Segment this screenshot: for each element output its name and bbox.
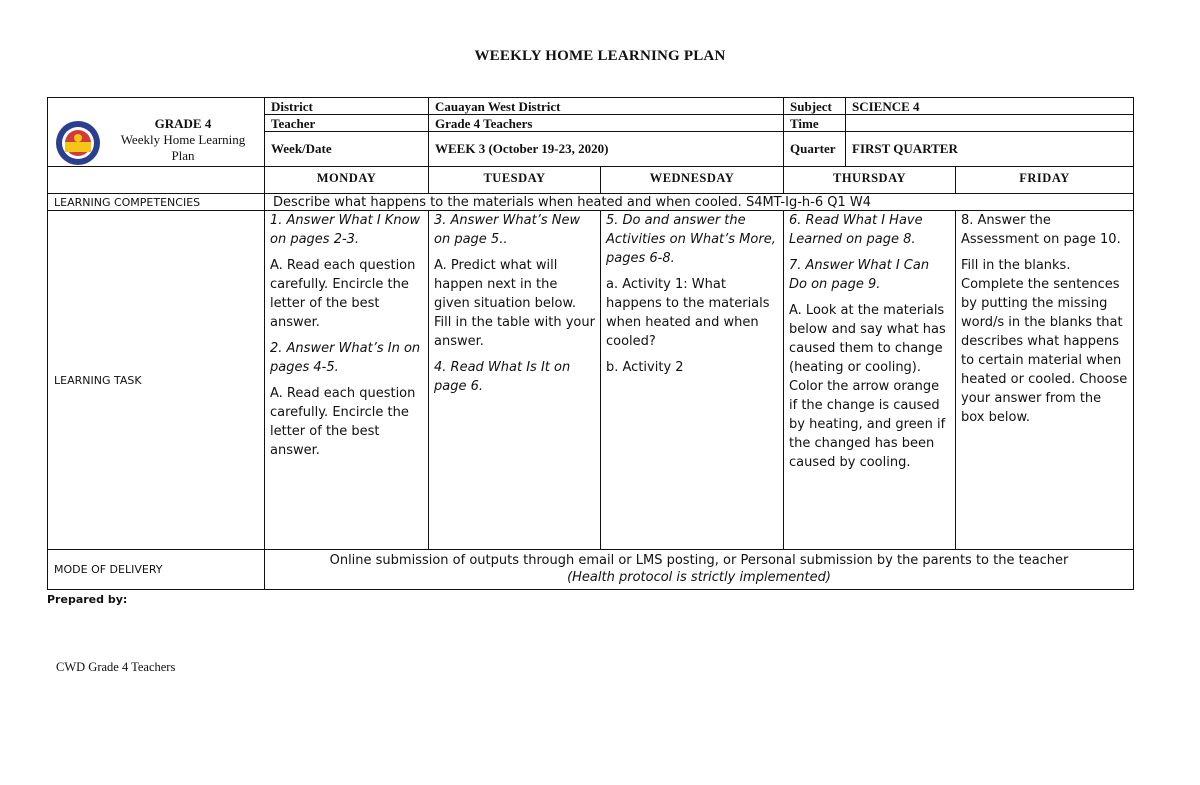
prepared-by-label: Prepared by:	[47, 593, 128, 606]
day-tuesday: TUESDAY	[428, 166, 601, 194]
learning-task-label: LEARNING TASK	[47, 210, 265, 550]
delivery-value	[264, 549, 1134, 590]
task-thursday-step7: 7. Answer What I Can Do on page 9.	[789, 258, 930, 292]
task-wednesday	[600, 210, 784, 550]
task-monday-step2: 2. Answer What’s In on pages 4-5.	[270, 341, 421, 375]
delivery-line1: Online submission of outputs through email or LMS posting, or Personal submission by the parents to the teacher	[329, 553, 1069, 568]
grade-label: GRADE 4	[154, 116, 212, 131]
district-value: Cauayan West District	[428, 97, 784, 115]
time-value	[845, 114, 1134, 132]
task-thursday-step6: 6. Read What I Have Learned on page 8.	[789, 213, 923, 247]
day-monday: MONDAY	[264, 166, 429, 194]
quarter-label: Quarter	[783, 131, 846, 167]
grade-heading	[108, 116, 258, 164]
task-friday	[955, 210, 1134, 550]
week-value: WEEK 3 (October 19-23, 2020)	[428, 131, 784, 167]
task-thursday-step7-instructions: A. Look at the materials below and say what has caused them to change (heating or cooling). Color the arrow orange if the change is caused by heating, and green if the changed has been caused by cooling.	[789, 303, 946, 470]
task-monday	[264, 210, 429, 550]
time-label: Time	[783, 114, 846, 132]
task-friday-step8-instructions: Fill in the blanks. Complete the sentences by putting the missing word/s in the blanks that describes what happens to certain material when heated or cooled. Choose your answer from the box below.	[961, 258, 1128, 425]
competencies-value: Describe what happens to the materials when heated and when cooled. S4MT-Ig-h-6 Q1 W4	[264, 193, 1134, 211]
delivery-line2: (Health protocol is strictly implemented)	[567, 570, 831, 585]
competencies-label: LEARNING COMPETENCIES	[47, 193, 265, 211]
task-monday-step1-instructions: A. Read each question carefully. Encircle the letter of the best answer.	[270, 258, 416, 330]
task-tuesday-step3-instructions: A. Predict what will happen next in the given situation below. Fill in the table with your answer.	[434, 258, 595, 349]
task-monday-step1: 1. Answer What I Know on pages 2-3.	[270, 213, 421, 247]
task-wednesday-activity2: b. Activity 2	[606, 360, 684, 375]
task-wednesday-step5: 5. Do and answer the Activities on What’s More, pages 6-8.	[606, 213, 776, 266]
subject-value: SCIENCE 4	[845, 97, 1134, 115]
task-tuesday	[428, 210, 601, 550]
quarter-value: FIRST QUARTER	[845, 131, 1134, 167]
grade-subtitle: Weekly Home Learning Plan	[120, 132, 246, 163]
day-friday: FRIDAY	[955, 166, 1134, 194]
task-friday-step8: 8. Answer the Assessment on page 10.	[961, 213, 1121, 247]
grade-cell	[47, 97, 265, 167]
delivery-label: MODE OF DELIVERY	[47, 549, 265, 590]
learning-plan-table	[47, 97, 1134, 590]
signatory: CWD Grade 4 Teachers	[56, 660, 176, 674]
day-header-spacer	[47, 166, 265, 194]
teacher-label: Teacher	[264, 114, 429, 132]
day-thursday: THURSDAY	[783, 166, 956, 194]
page-title: WEEKLY HOME LEARNING PLAN	[474, 48, 726, 64]
district-label: District	[264, 97, 429, 115]
subject-label: Subject	[783, 97, 846, 115]
week-label: Week/Date	[264, 131, 429, 167]
task-tuesday-step3: 3. Answer What’s New on page 5..	[434, 213, 581, 247]
deped-seal-icon	[55, 120, 101, 166]
teacher-value: Grade 4 Teachers	[428, 114, 784, 132]
task-thursday	[783, 210, 956, 550]
task-tuesday-step4: 4. Read What Is It on page 6.	[434, 360, 571, 394]
day-wednesday: WEDNESDAY	[600, 166, 784, 194]
task-monday-step2-instructions: A. Read each question carefully. Encircle the letter of the best answer.	[270, 386, 416, 458]
task-wednesday-activity1: a. Activity 1: What happens to the materials when heated and when cooled?	[606, 277, 770, 349]
